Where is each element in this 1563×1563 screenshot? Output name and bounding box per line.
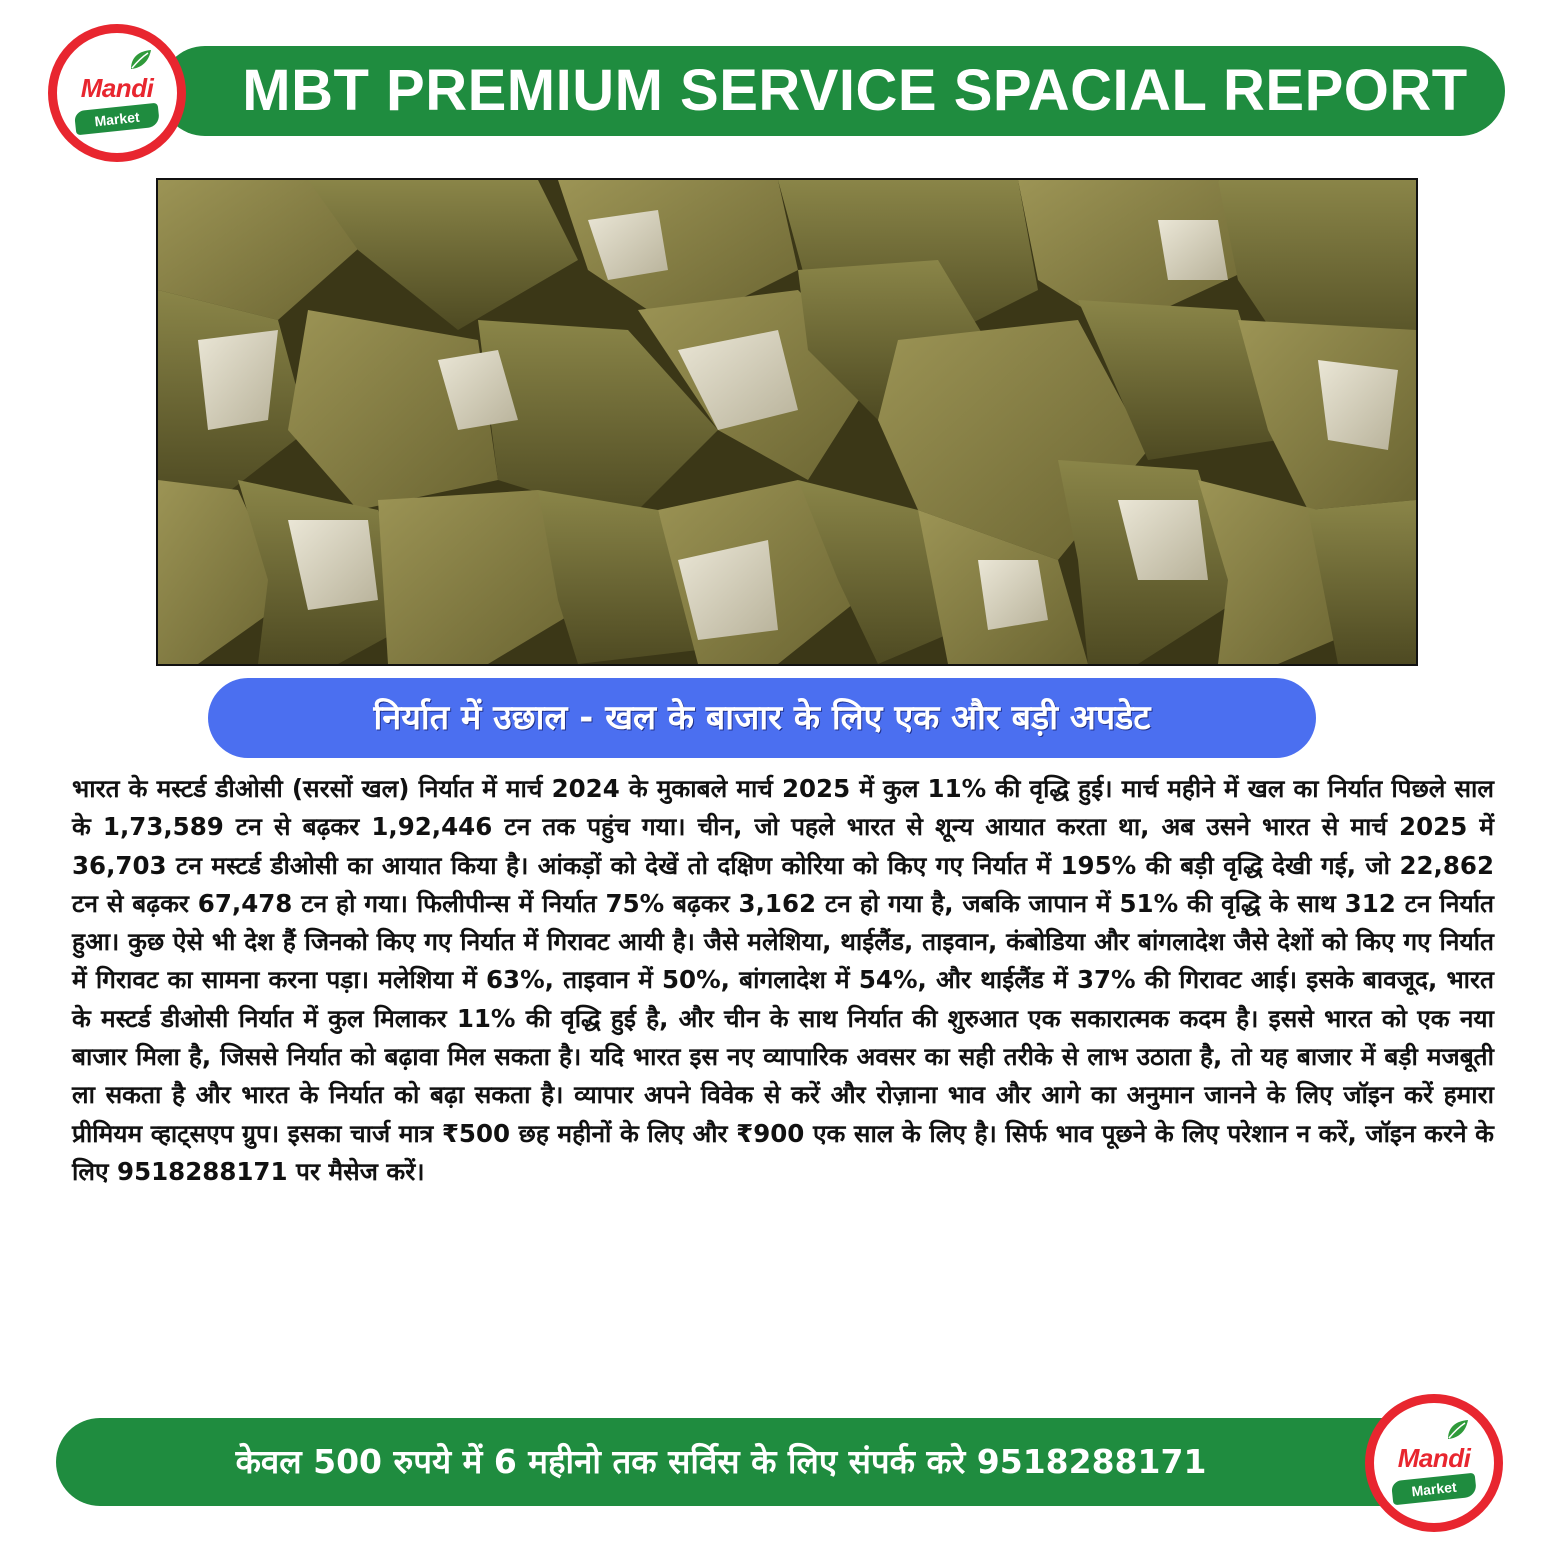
logo-ribbon: Market (74, 103, 160, 136)
logo-word: Mandi (80, 73, 154, 103)
mandi-market-logo-footer (1365, 1394, 1503, 1532)
mustard-cake-photo (156, 178, 1418, 666)
logo-ribbon: Market (1391, 1473, 1477, 1506)
logo-word: Mandi (1397, 1443, 1471, 1473)
headline: निर्यात में उछाल - खल के बाजार के लिए एक और बड़ी अपडेट (373, 698, 1151, 738)
contact-banner-text: केवल 500 रुपये में 6 महीनो तक सर्विस के लिए संपर्क करे 9518288171 (235, 1442, 1207, 1481)
article-body: भारत के मस्टर्ड डीओसी (सरसों खल) निर्यात में मार्च 2024 के मुकाबले मार्च 2025 में कुल 11% की वृद्धि हुई। मार्च महीने में खल का निर्यात पिछले साल के 1,73,589 टन से बढ़कर 1,92,446 टन तक पहुंच गया। चीन, जो पहले भारत से शून्य आयात करता था, अब उसने भारत से मार्च 2025 में 36,703 टन मस्टर्ड डीओसी का आयात किया है। आंकड़ों को देखें तो दक्षिण कोरिया को किए गए निर्यात में 195% की बड़ी वृद्धि देखी गई, जो 22,862 टन से बढ़कर 67,478 टन हो गया। फिलीपीन्स में निर्यात 75% बढ़कर 3,162 टन हो गया है, जबकि जापान में 51% की वृद्धि के साथ 312 टन निर्यात हुआ। कुछ ऐसे भी देश हैं जिनको किए गए निर्यात में गिरावट आयी है। जैसे मलेशिया, थाईलैंड, ताइवान, कंबोडिया और बांगलादेश जैसे देशों को किए गए निर्यात में गिरावट का सामना करना पड़ा। मलेशिया में 63%, ताइवान में 50%, बांगलादेश में 54%, और थाईलैंड में 37% की गिरावट आई। इसके बावजूद, भारत के मस्टर्ड डीओसी निर्यात में कुल मिलाकर 11% की वृद्धि हुई है, और चीन के साथ निर्यात की शुरुआत एक सकारात्मक कदम है। इससे भारत को एक नया बाजार मिला है, जिससे निर्यात को बढ़ावा मिल सकता है। यदि भारत इस नए व्यापारिक अवसर का सही तरीके से लाभ उठाता है, तो यह बाजार में बड़ी मजबूती ला सकता है और भारत के निर्यात को बढ़ा सकता है। व्यापार अपने विवेक से करें और रोज़ाना भाव और आगे का अनुमान जानने के लिए जॉइन करें हमारा प्रीमियम व्हाट्सएप ग्रुप। इसका चार्ज मात्र ₹500 छह महीनों के लिए और ₹900 एक साल के लिए है। सिर्फ भाव पूछने के लिए परेशान न करें, जॉइन करने के लिए 9518288171 पर मैसेज करें। (72, 774, 1494, 1186)
page-title: MBT PREMIUM SERVICE SPACIAL REPORT (242, 58, 1468, 123)
mandi-market-logo (48, 24, 186, 162)
leaf-icon (127, 47, 153, 73)
leaf-icon (1444, 1417, 1470, 1443)
